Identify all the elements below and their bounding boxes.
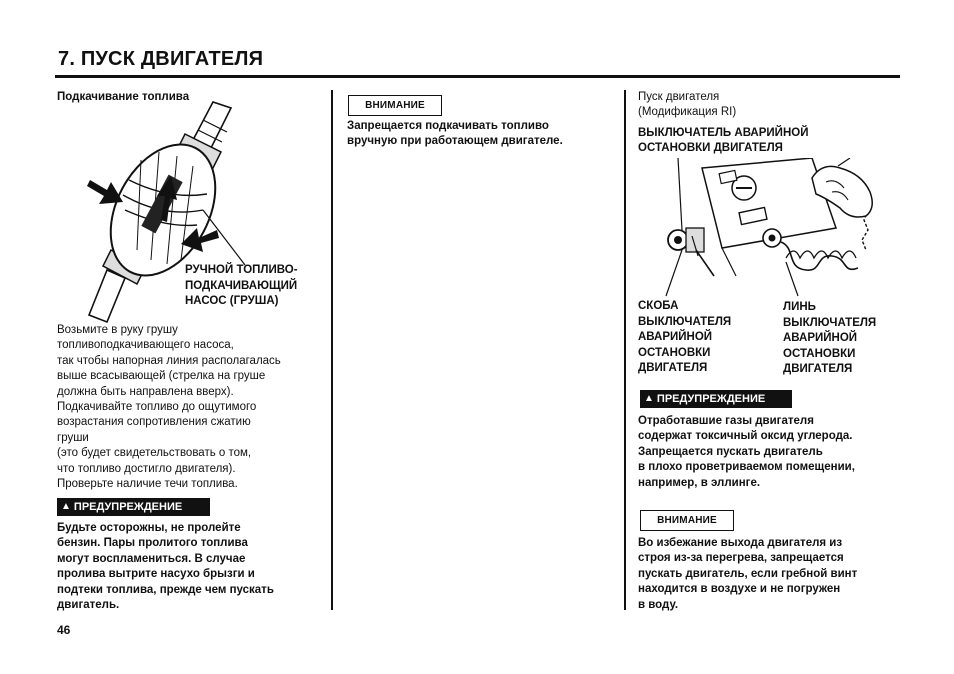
primer-instructions: Возьмите в руку грушу топливоподкачивающего насоса, так чтобы напорная линия располагалась выше всасывающей (стрелка на груше должна быть направлена вверх). Подкачивайте топливо до ощутимого возрастания сопротивления сжатию груши (это будет свидетельствовать о том, что топливо достигло двигателя). Проверьте наличие течи топлива. [57, 324, 281, 491]
emergency-stop-illustration [636, 158, 896, 298]
page-title: 7. ПУСК ДВИГАТЕЛЯ [58, 48, 264, 70]
left-warning-text: Будьте осторожны, не пролейте бензин. Пары пролитого топлива могут воспламениться. В случае пролива вытрите насухо брызги и подтеки топлива, прежде чем пускать двигатель. [57, 522, 274, 612]
stop-lanyard-label: ЛИНЬ ВЫКЛЮЧАТЕЛЯ АВАРИЙНОЙ ОСТАНОВКИ ДВИГАТЕЛЯ [783, 301, 877, 375]
warning-triangle-icon: ▲ [644, 393, 654, 404]
right-notice-text: Во избежание выхода двигателя из строя из-за перегрева, запрещается пускать двигатель, если гребной винт находится в воздухе и не погружен в воду. [638, 537, 858, 611]
column-divider-left [331, 90, 333, 610]
column-divider-right [624, 90, 626, 610]
warning-triangle-icon: ▲ [61, 501, 71, 512]
start-heading: Пуск двигателя (Модификация RI) [638, 91, 737, 119]
stop-clip-label: СКОБА ВЫКЛЮЧАТЕЛЯ АВАРИЙНОЙ ОСТАНОВКИ ДВИГАТЕЛЯ [638, 300, 732, 374]
primer-heading: Подкачивание топлива [57, 91, 190, 103]
right-warning-label: ПРЕДУПРЕЖДЕНИЕ [656, 393, 766, 405]
middle-notice-text: Запрещается подкачивать топливо вручную при работающем двигателе. [347, 120, 563, 148]
right-warning-badge [640, 390, 792, 408]
right-notice-badge: ВНИМАНИЕ [640, 510, 734, 531]
stop-switch-label: ВЫКЛЮЧАТЕЛЬ АВАРИЙНОЙ ОСТАНОВКИ ДВИГАТЕЛЯ [638, 127, 809, 155]
primer-bulb-label: РУЧНОЙ ТОПЛИВО- ПОДКАЧИВАЮЩИЙ НАСОС (ГРУША) [185, 264, 298, 307]
title-divider [55, 75, 900, 78]
left-warning-badge [57, 498, 210, 516]
middle-notice-badge: ВНИМАНИЕ [348, 95, 442, 116]
page-number: 46 [57, 623, 71, 637]
right-warning-text: Отработавшие газы двигателя содержат токсичный оксид углерода. Запрещается пускать двигатель в плохо проветриваемом помещении, например, в эллинге. [638, 415, 855, 489]
left-warning-label: ПРЕДУПРЕЖДЕНИЕ [73, 501, 183, 513]
